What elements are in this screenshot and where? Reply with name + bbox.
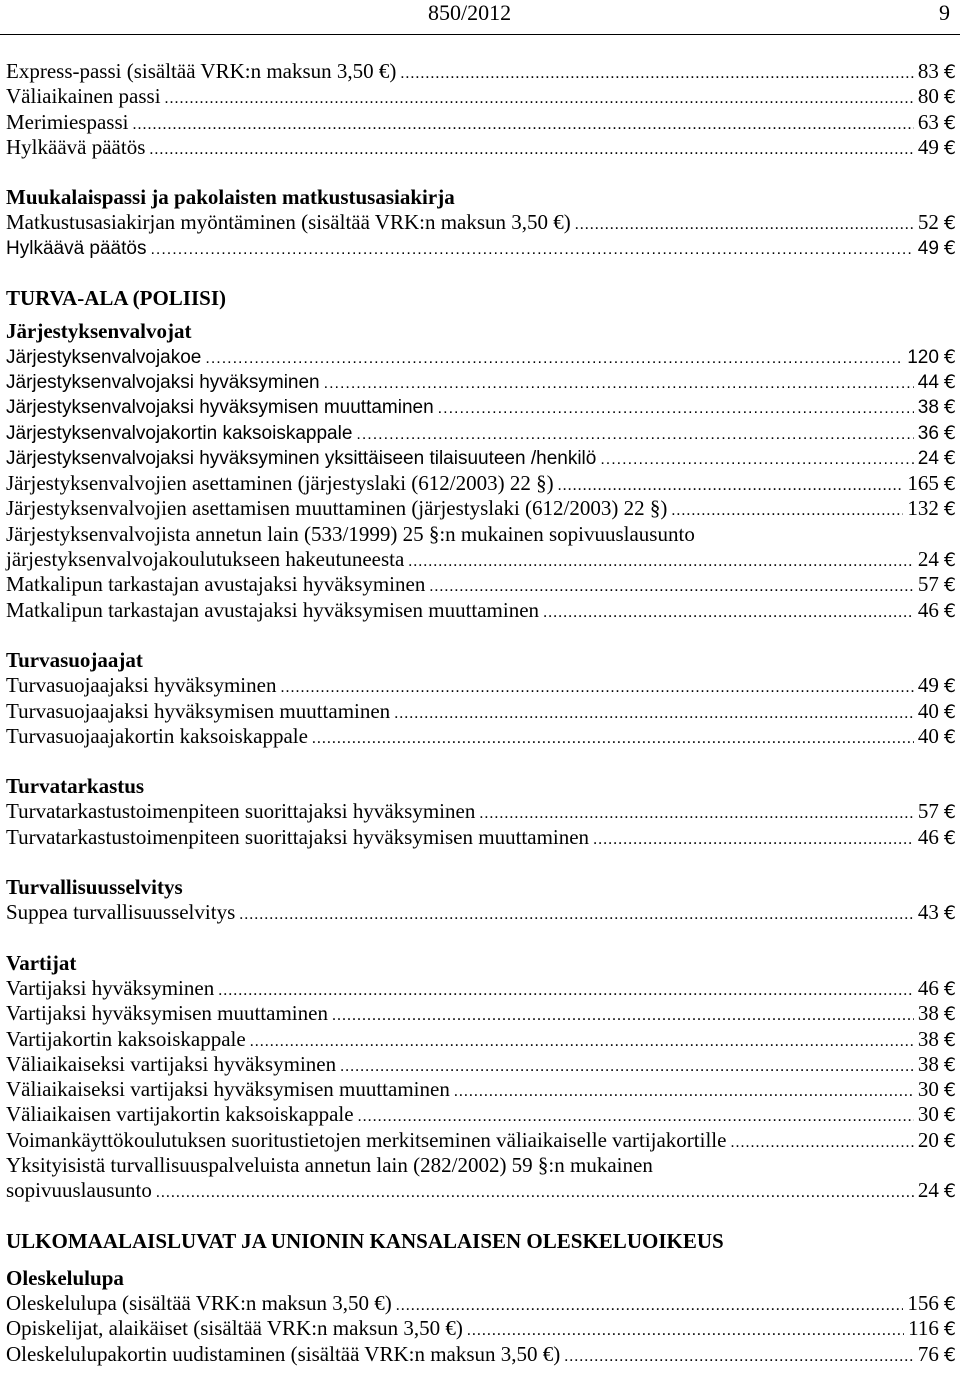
subsection-heading: Turvasuojaajat <box>6 647 143 672</box>
fee-row: Väliaikaiseksi vartijaksi hyväksyminen ..... 38 € <box>6 1052 956 1077</box>
fee-row: Voimankäyttökoulutuksen suoritustietojen merkitseminen väliaikaiselle vartijakortille ..... 20 € <box>6 1128 956 1153</box>
fee-row: Järjestyksenvalvojaksi hyväksyminen ..... 44 € <box>6 370 956 395</box>
page-header <box>0 0 960 26</box>
subsection-heading: Turvatarkastus <box>6 774 145 799</box>
fee-row: Opiskelijat, alaikäiset (sisältää VRK:n maksun 3,50 €) ..... 116 € <box>6 1316 956 1341</box>
subsection-heading: Vartijat <box>6 950 77 975</box>
fee-row: Väliaikainen passi ..... 80 € <box>6 84 956 109</box>
fee-label-line: Yksityisistä turvallisuuspalveluista annetun lain (282/2002) 59 §:n mukainen <box>6 1152 653 1177</box>
fee-row: Väliaikaisen vartijakortin kaksoiskappale ..... 30 € <box>6 1102 956 1127</box>
subsection-heading: Järjestyksenvalvojat <box>6 319 192 344</box>
fee-row: Vartijaksi hyväksymisen muuttaminen ..... 38 € <box>6 1001 956 1026</box>
fee-row: Matkalipun tarkastajan avustajaksi hyväksyminen ..... 57 € <box>6 572 956 597</box>
fee-row: Oleskelulupakortin uudistaminen (sisältää VRK:n maksun 3,50 €) ..... 76 € <box>6 1342 956 1367</box>
fee-row: Järjestyksenvalvojakortin kaksoiskappale ..... 36 € <box>6 421 956 446</box>
fee-row: Hylkäävä päätös ..... 49 € <box>6 135 956 160</box>
fee-row: Matkustusasiakirjan myöntäminen (sisältää VRK:n maksun 3,50 €) ..... 52 € <box>6 210 956 235</box>
fee-row: Turvatarkastustoimenpiteen suorittajaksi hyväksymisen muuttaminen ..... 46 € <box>6 825 956 850</box>
document-number: 850/2012 <box>428 0 512 25</box>
header-rule <box>0 34 960 35</box>
fee-row: Turvasuojaajaksi hyväksyminen ..... 49 € <box>6 673 956 698</box>
fee-row: Merimiespassi ..... 63 € <box>6 110 956 135</box>
fee-label-line: Järjestyksenvalvojista annetun lain (533/1999) 25 §:n mukainen sopivuuslausunto <box>6 521 695 546</box>
subsection-heading: Turvallisuusselvitys <box>6 875 183 900</box>
section-heading: ULKOMAALAISLUVAT JA UNIONIN KANSALAISEN OLESKELUOIKEUS <box>6 1228 724 1253</box>
fee-row: Järjestyksenvalvojien asettaminen (järjestyslaki (612/2003) 22 §) ..... 165 € <box>6 471 956 496</box>
section-heading: Muukalaispassi ja pakolaisten matkustusasiakirja <box>6 185 455 210</box>
page-number: 9 <box>939 0 950 25</box>
fee-row: Oleskelulupa (sisältää VRK:n maksun 3,50 €) ..... 156 € <box>6 1291 956 1316</box>
fee-row: Järjestyksenvalvojaksi hyväksymisen muuttaminen ..... 38 € <box>6 395 956 420</box>
fee-list <box>6 59 956 1367</box>
fee-row: Express-passi (sisältää VRK:n maksun 3,50 €) ..... 83 € <box>6 59 956 84</box>
passport-fees <box>6 59 956 160</box>
fee-row: järjestyksenvalvojakoulutukseen hakeutuneesta ..... 24 € <box>6 547 956 572</box>
fee-row: Järjestyksenvalvojien asettamisen muuttaminen (järjestyslaki (612/2003) 22 §) ..... 132 € <box>6 496 956 521</box>
fee-row: Matkalipun tarkastajan avustajaksi hyväksymisen muuttaminen ..... 46 € <box>6 598 956 623</box>
fee-row: Suppea turvallisuusselvitys ..... 43 € <box>6 900 956 925</box>
fee-row: Vartijaksi hyväksyminen ..... 46 € <box>6 976 956 1001</box>
fee-row: Vartijakortin kaksoiskappale ..... 38 € <box>6 1027 956 1052</box>
fee-row: Järjestyksenvalvojakoe ..... 120 € <box>6 345 956 370</box>
fee-row: Turvasuojaajakortin kaksoiskappale ..... 40 € <box>6 724 956 749</box>
fee-row: Järjestyksenvalvojaksi hyväksyminen yksittäiseen tilaisuuteen /henkilö ..... 24 € <box>6 446 956 471</box>
fee-row: sopivuuslausunto ..... 24 € <box>6 1178 956 1203</box>
fee-row: Hylkäävä päätös ..... 49 € <box>6 236 956 261</box>
fee-row: Turvatarkastustoimenpiteen suorittajaksi hyväksyminen ..... 57 € <box>6 799 956 824</box>
fee-row: Väliaikaiseksi vartijaksi hyväksymisen muuttaminen ..... 30 € <box>6 1077 956 1102</box>
fee-row: Turvasuojaajaksi hyväksymisen muuttaminen ..... 40 € <box>6 699 956 724</box>
subsection-heading: Oleskelulupa <box>6 1265 124 1290</box>
section-heading: TURVA-ALA (POLIISI) <box>6 286 226 311</box>
